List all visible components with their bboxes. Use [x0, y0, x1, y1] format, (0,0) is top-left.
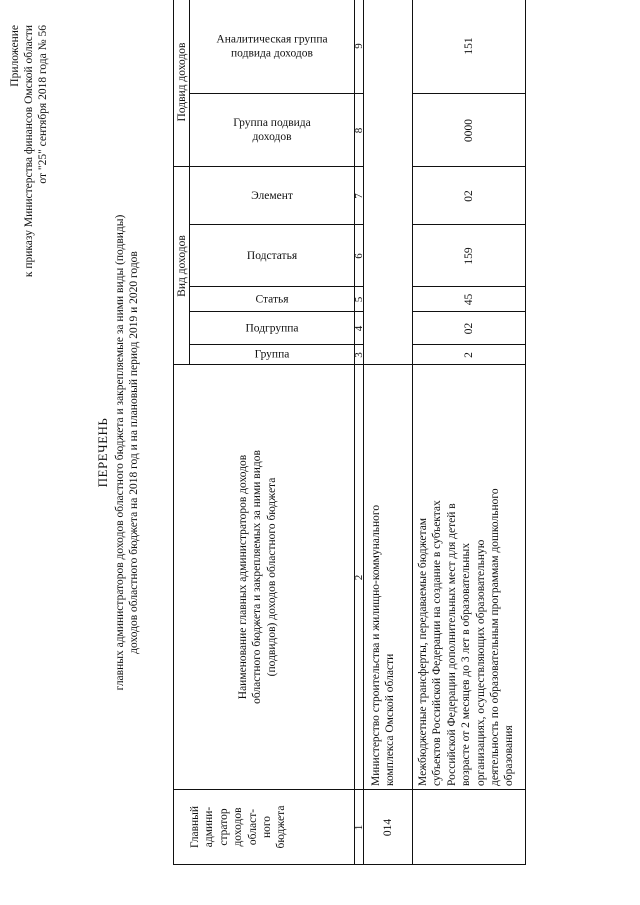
col-number-5: 5 — [353, 296, 365, 303]
row-1-name: Министерство строительства и жилищно-коммунального комплекса Омской области — [370, 504, 397, 786]
subheader-statya: Статья — [255, 293, 289, 306]
col-number-8: 8 — [353, 127, 365, 134]
table-border-bottom — [525, 0, 526, 865]
subheader-podstatya: Подстатья — [246, 250, 298, 262]
row-2-code-podstatya: 159 — [463, 247, 475, 265]
group-header-podvid: Подвид доходов — [176, 42, 188, 122]
col-number-2: 2 — [353, 574, 365, 581]
subheader-analit-gruppa: Аналитическая группа подвида доходов — [216, 33, 328, 59]
row-2-code-statya: 45 — [463, 293, 475, 306]
row-2-code-gruppa: 2 — [463, 352, 475, 358]
appendix-date: от "25" сентября 2018 года № 56 — [37, 25, 49, 184]
subheader-podgruppa: Подгруппа — [245, 322, 299, 335]
row-2-name: Межбюджетные трансферты, передаваемые бюджетам субъектов Российской Федерации на создание в субъектах Российской Федерации дополнительных мест для детей в возрасте от 2 месяцев до 3 лет в образовательных организациях, осуществляющих образовательную деятельность по образовательным программам дошкольного образования — [417, 488, 516, 786]
col-header-name: Наименование главных администраторов доходов областного бюджета и закрепляемых за ними видов (подвидов) доходов областного бюджета — [237, 450, 278, 704]
document-title: ПЕРЕЧЕНЬ — [95, 417, 110, 488]
col-number-6: 6 — [353, 253, 365, 259]
subheader-gruppa-podvida: Группа подвида доходов — [233, 117, 311, 144]
table-border-top — [173, 0, 174, 865]
document-subtitle-line-2: доходов областного бюджета на 2018 год и на плановый период 2019 и 2020 годов — [128, 251, 140, 654]
col-number-9: 9 — [353, 43, 365, 49]
col-number-3: 3 — [353, 352, 365, 358]
group-header-vid: Вид доходов — [176, 235, 188, 297]
row-1-admin-code: 014 — [382, 818, 394, 837]
subheader-gruppa: Группа — [254, 349, 290, 361]
row-2-code-element: 02 — [463, 190, 475, 202]
document-subtitle-line-1: главных администраторов доходов областного бюджета и закрепляемые за ними виды (подвиды) — [114, 214, 126, 691]
table-row-1-bottom — [412, 0, 413, 865]
row-2-code-analit: 151 — [463, 37, 475, 55]
table-border-left — [173, 864, 526, 865]
col-number-4: 4 — [353, 325, 365, 332]
row-2-code-podgruppa: 02 — [463, 322, 475, 335]
col-number-7: 7 — [353, 193, 365, 199]
col-header-admin: Главный админи- стратор доходов област- ного бюджета — [189, 805, 288, 849]
appendix-order: к приказу Министерства финансов Омской области — [23, 25, 35, 278]
col-divider-1 — [173, 789, 526, 790]
row-2-code-gruppa-podvida: 0000 — [463, 119, 475, 142]
appendix-title: Приложение — [9, 25, 21, 87]
subheader-element: Элемент — [251, 190, 293, 203]
col-number-1: 1 — [353, 824, 365, 831]
